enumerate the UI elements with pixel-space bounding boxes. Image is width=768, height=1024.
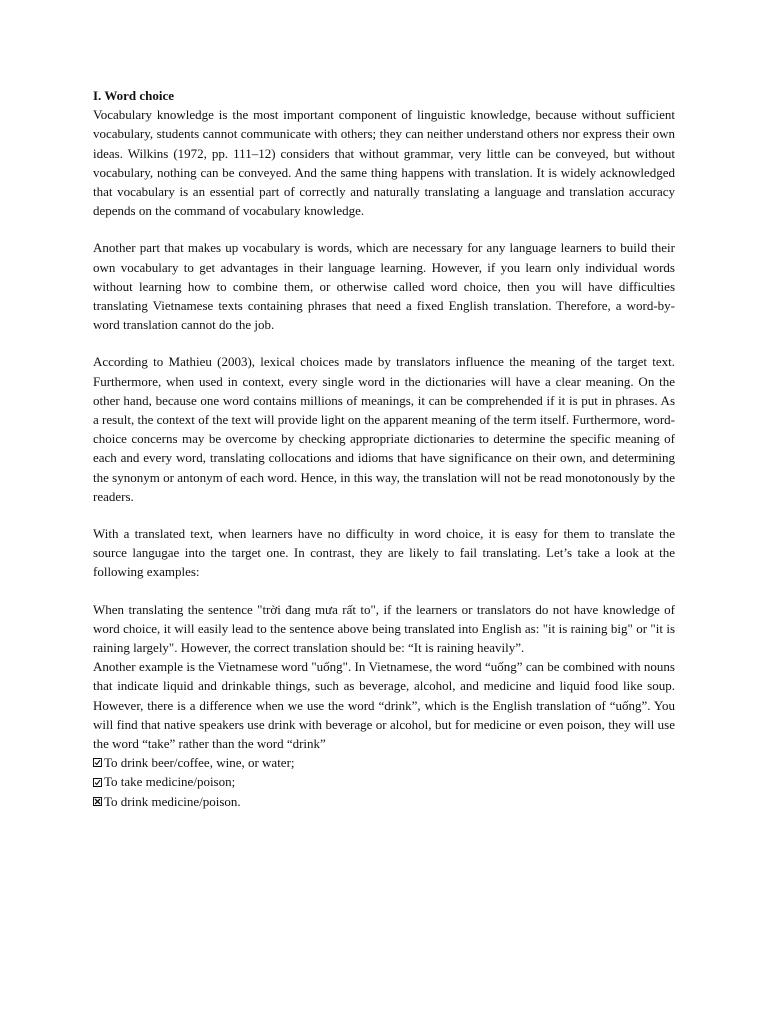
example-text: To drink beer/coffee, wine, or water; (104, 755, 295, 771)
paragraph-gap (93, 506, 675, 524)
paragraph-gap (93, 220, 675, 238)
example-item-take-medicine (93, 772, 675, 791)
paragraph-translated-text: With a translated text, when learners have no difficulty in word choice, it is easy for them to translate the source langugae into the target one. In contrast, they are likely to fail translating. Let’s take a look at the following examples: (93, 526, 675, 580)
example-item-drink-medicine (93, 792, 675, 811)
paragraph-gap (93, 582, 675, 600)
paragraph-gap (93, 334, 675, 352)
example-item-drink-beer (93, 753, 675, 772)
example-text: To drink medicine/poison. (104, 793, 241, 809)
paragraph-vocabulary-knowledge: Vocabulary knowledge is the most important component of linguistic knowledge, because without sufficient vocabulary, students cannot communicate with others; they can neither understand others nor express their own ideas. Wilkins (1972, pp. 111–12) considers that without grammar, very little can be conveyed, but without vocabulary, nothing can be conveyed. And the same thing happens with translation. It is widely acknowledged that vocabulary is an essential part of correctly and naturally translating a language and translation accuracy depends on the command of vocabulary knowledge. (93, 107, 675, 219)
check-box-icon (93, 778, 102, 787)
section-title: I. Word choice (93, 88, 175, 103)
check-box-icon (93, 758, 102, 767)
example-text: To take medicine/poison; (104, 774, 236, 790)
paragraph-word-choice: Another part that makes up vocabulary is words, which are necessary for any language learners to build their own vocabulary to get advantages in their language learning. However, if you learn only individual words without learning how to combine them, or otherwise called word choice, then you will have difficulties translating Vietnamese texts containing phrases that need a fixed English translation. Therefore, a word-by-word translation cannot do the job. (93, 240, 675, 333)
paragraph-raining-example: When translating the sentence "trời đang mưa rất to", if the learners or translators do not have knowledge of word choice, it will easily lead to the sentence above being translated into English as: "it is raining big" or "it is raining largely". However, the correct translation should be: “It is raining heavily”. (93, 601, 675, 656)
paragraph-uong-example: Another example is the Vietnamese word "uống". In Vietnamese, the word “uống” can be combined with nouns that indicate liquid and drinkable things, such as beverage, alcohol, and medicine and liquid food like soup. However, there is a difference when we use the word “drink”, which is the English translation of “uống”. You will find that native speakers use drink with beverage or alcohol, but for medicine or even poison, they will use the word “take” rather than the word “drink” (93, 659, 675, 752)
cross-box-icon (93, 797, 102, 806)
paragraph-mathieu: According to Mathieu (2003), lexical choices made by translators influence the meaning of the target text. Furthermore, when used in context, every single word in the dictionaries will have a clear meaning. On the other hand, because one word contains millions of meanings, it can be comprehended if it is put in phrases. As a result, the context of the text will provide light on the apparent meaning of the term itself. Furthermore, word-choice concerns may be overcome by checking appropriate dictionaries to determine the specific meaning of each and every word, translating collocations and idioms that have significance on their own, and determining the synonym or antonym of each word. Hence, in this way, the translation will not be read monotonously by the readers. (93, 354, 675, 504)
